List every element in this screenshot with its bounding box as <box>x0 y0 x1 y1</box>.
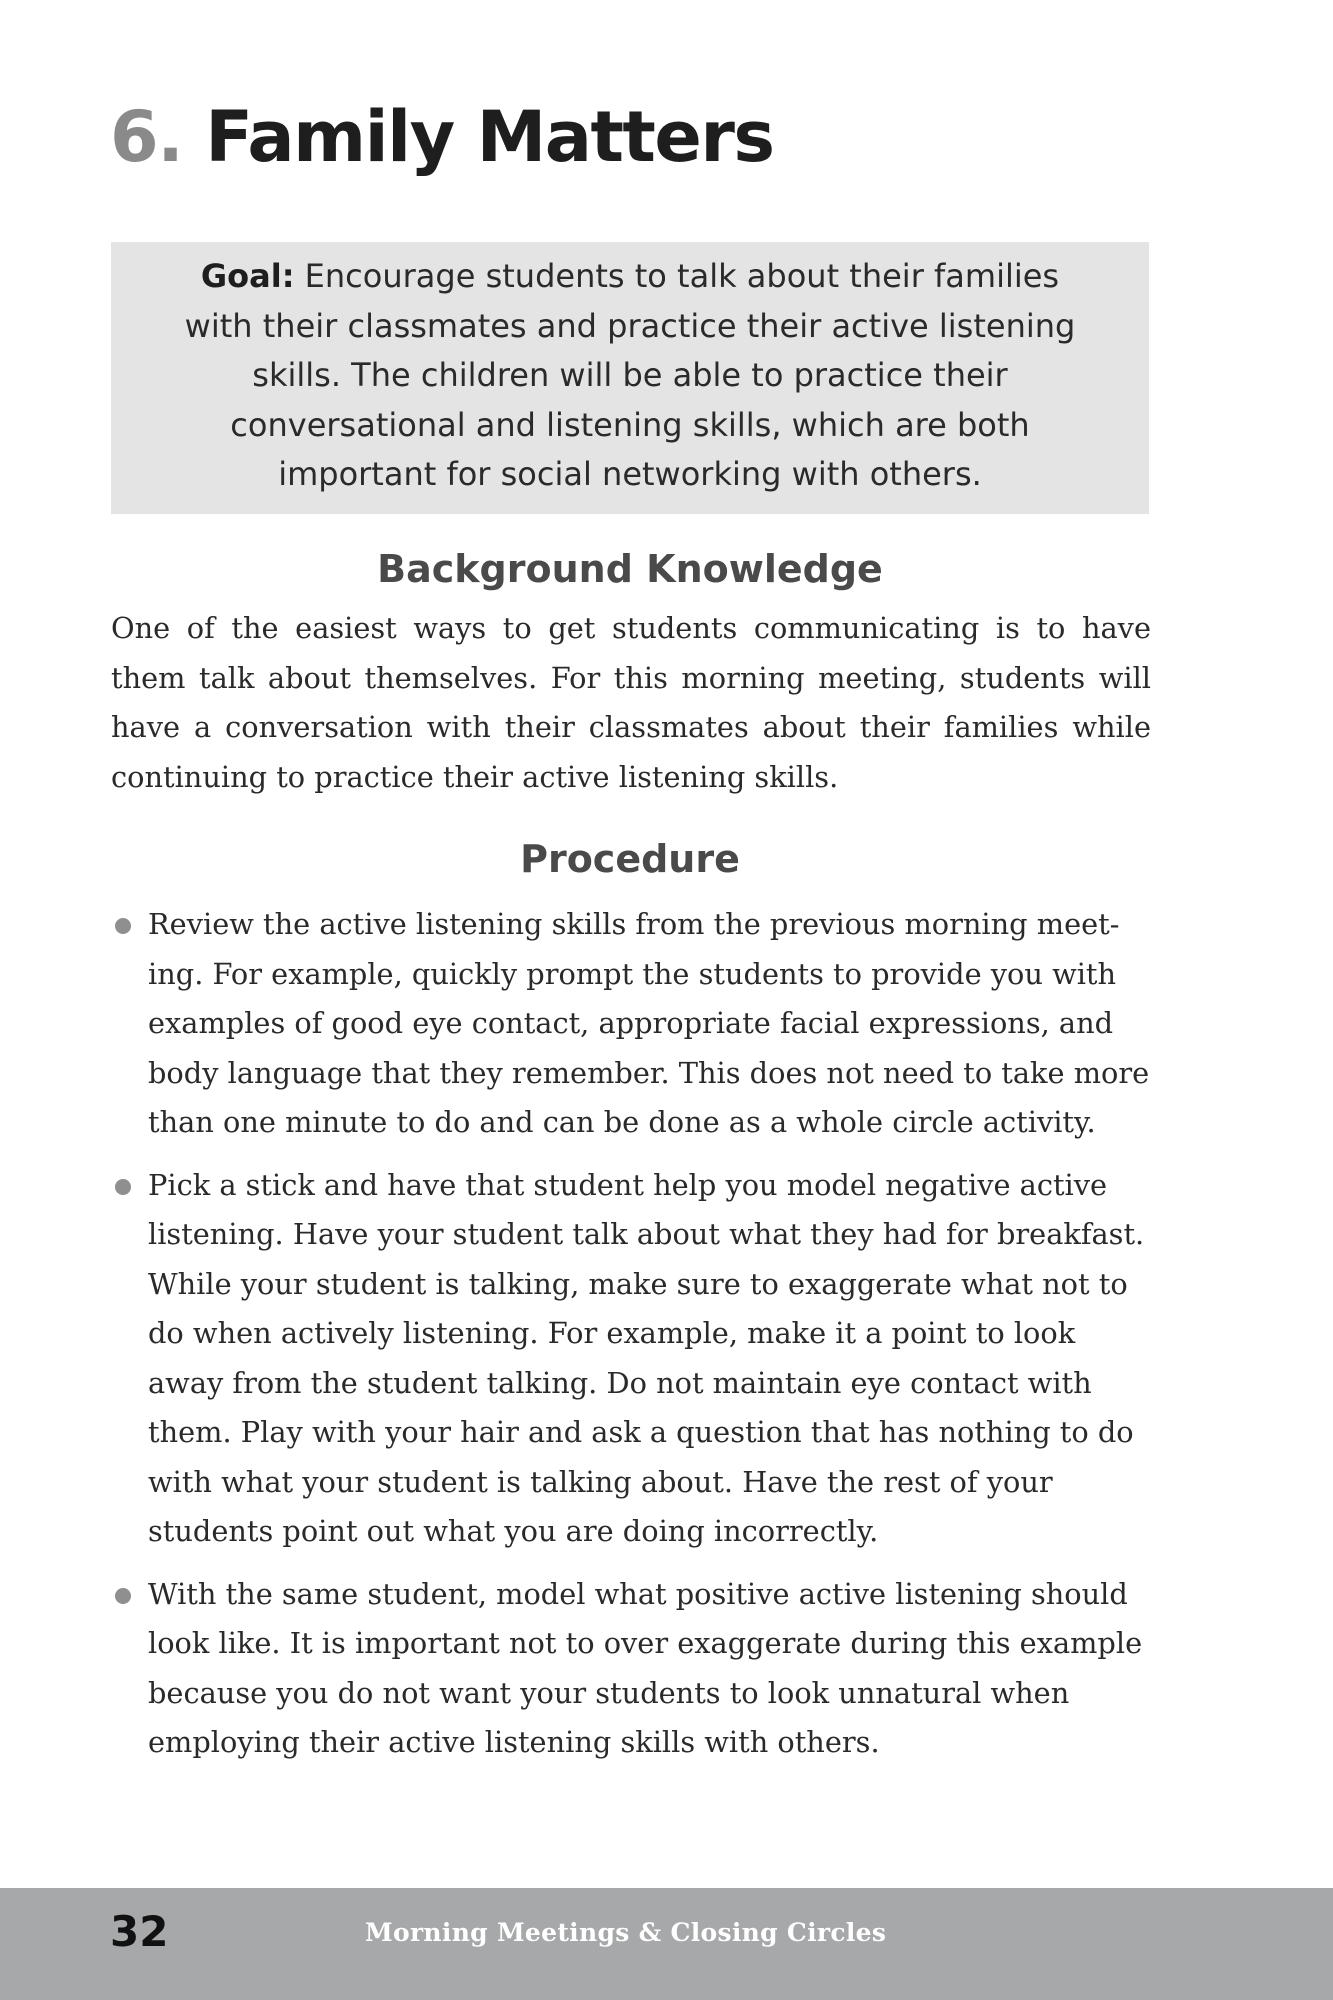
page-number: 32 <box>110 1907 169 1956</box>
procedure-heading: Procedure <box>520 837 740 881</box>
procedure-item-text: With the same student, model what positive active listening should look like. It is important not to over exaggerate during this example because you do not want your students to look unnatural when employing their active listening skills with others. <box>148 1576 1143 1759</box>
chapter-heading <box>110 92 774 182</box>
chapter-number: 6. <box>110 96 183 178</box>
procedure-list <box>111 900 1151 1781</box>
procedure-item-text: Review the active listening skills from the previous morning meeting. For example, quickly prompt the students to provide you with examples of good eye contact, appropriate facial expressions, and body language that they remember. This does not need to take more than one minute to do and can be done as a whole circle activity. <box>148 907 1150 1139</box>
goal-label: Goal: <box>200 257 295 295</box>
procedure-item <box>111 900 1151 1148</box>
goal-text: Encourage students to talk about their families with their classmates and practice their active listening skills. The children will be able to practice their conversational and listening skills, which are both important for social networking with others. <box>184 257 1076 493</box>
book-title: Morning Meetings & Closing Circles <box>365 1918 887 1947</box>
chapter-title: Family Matters <box>205 96 774 178</box>
bullet-icon <box>115 1588 131 1604</box>
goal-box <box>111 242 1149 514</box>
background-heading: Background Knowledge <box>377 547 883 591</box>
bullet-icon <box>115 918 131 934</box>
background-text: One of the easiest ways to get students communicating is to have them talk about themselves. For this morning meeting, students will have a conversation with their classmates about their families while continuing to practice their active listening skills. <box>111 611 1151 794</box>
footer-bar <box>0 1888 1333 2000</box>
procedure-item <box>111 1161 1151 1557</box>
procedure-item <box>111 1570 1151 1768</box>
procedure-item-text: Pick a stick and have that student help you model negative active listening. Have your student talk about what they had for breakfast. While your student is talking, make sure to exaggerate what not to do when actively listening. For example, make it a point to look away from the student talking. Do not maintain eye contact with them. Play with your hair and ask a question that has nothing to do with what your student is talking about. Have the rest of your students point out what you are doing incorrectly. <box>148 1167 1145 1548</box>
bullet-icon <box>115 1179 131 1195</box>
